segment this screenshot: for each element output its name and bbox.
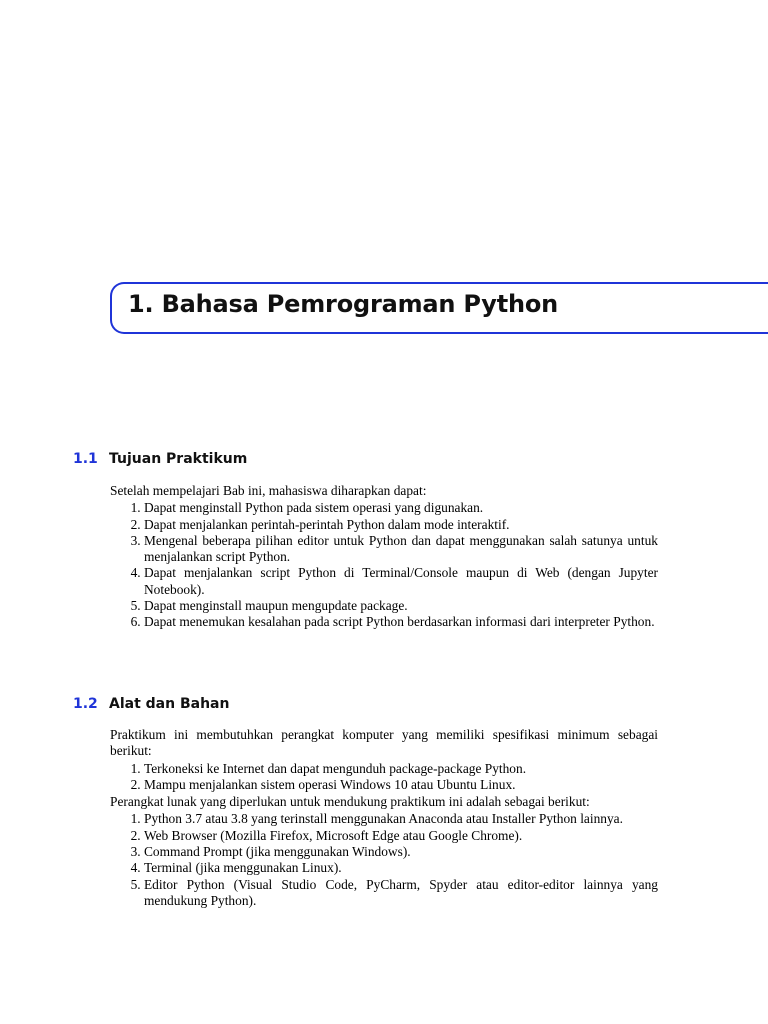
section-body-alat [110,727,658,909]
section-number: 1.2 [73,696,98,712]
list-item: 1. Terkoneksi ke Internet dan dapat mengunduh package-package Python. [144,761,658,777]
list-item: 1. Dapat menginstall Python pada sistem operasi yang digunakan. [144,500,658,516]
list-item: 3. Mengenal beberapa pilihan editor untuk Python dan dapat menggunakan salah satunya untuk menjalankan script Python. [144,533,658,566]
list-item: 5. Editor Python (Visual Studio Code, PyCharm, Spyder atau editor-editor lainnya yang mendukung Python). [144,877,658,910]
section-heading-alat [73,696,229,712]
section-heading-tujuan [73,451,247,467]
section-number: 1.1 [73,451,98,467]
list-item: 1. Python 3.7 atau 3.8 yang terinstall menggunakan Anaconda atau Installer Python lainnya. [144,811,658,827]
list-item: 2. Web Browser (Mozilla Firefox, Microsoft Edge atau Google Chrome). [144,828,658,844]
section-title: Alat dan Bahan [109,696,230,712]
software-list [110,811,658,909]
list-item: 4. Dapat menjalankan script Python di Terminal/Console maupun di Web (dengan Jupyter Notebook). [144,565,658,598]
list-item: 6. Dapat menemukan kesalahan pada script Python berdasarkan informasi dari interpreter Python. [144,614,658,630]
list-item: 5. Dapat menginstall maupun mengupdate package. [144,598,658,614]
list-item: 2. Dapat menjalankan perintah-perintah Python dalam mode interaktif. [144,517,658,533]
objectives-list [110,500,658,630]
section-intro: Setelah mempelajari Bab ini, mahasiswa diharapkan dapat: [110,483,427,498]
section-intro: Praktikum ini membutuhkan perangkat komputer yang memiliki spesifikasi minimum sebagai berikut: [110,727,658,759]
section-title: Tujuan Praktikum [109,451,248,467]
chapter-title: 1. Bahasa Pemrograman Python [128,290,559,318]
software-intro: Perangkat lunak yang diperlukan untuk mendukung praktikum ini adalah sebagai berikut: [110,794,590,810]
section-body-tujuan [110,483,658,631]
list-item: 4. Terminal (jika menggunakan Linux). [144,860,658,876]
hardware-list [110,761,658,794]
list-item: 3. Command Prompt (jika menggunakan Windows). [144,844,658,860]
list-item: 2. Mampu menjalankan sistem operasi Windows 10 atau Ubuntu Linux. [144,777,658,793]
